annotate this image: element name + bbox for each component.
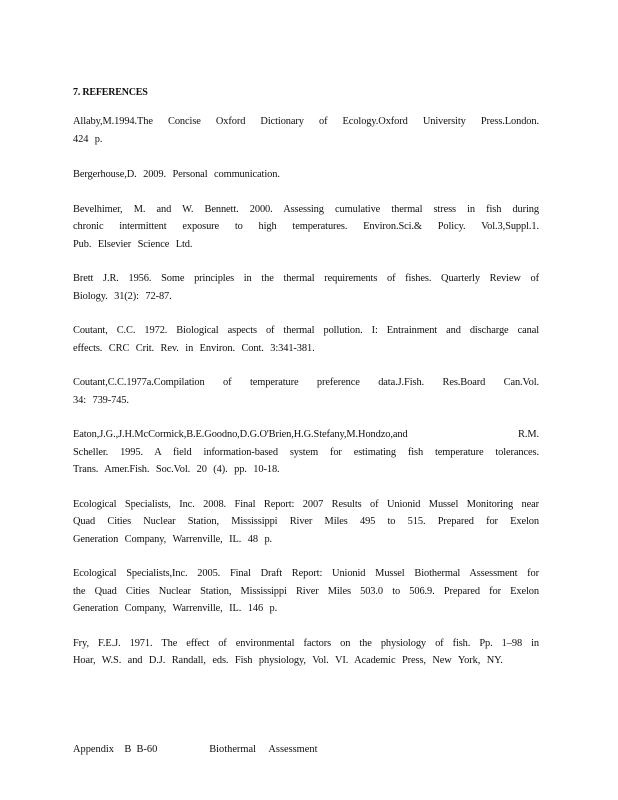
reference-line: Hoar, W.S. and D.J. Randall, eds. Fish physiology, Vol. VI. Academic Press, New York, NY. bbox=[73, 655, 503, 666]
section-heading: 7. REFERENCES bbox=[73, 87, 148, 98]
reference-line: 424 p. bbox=[73, 133, 103, 145]
reference-line: Eaton,J.G.,J.H.McCormick,B.E.Goodno,D.G.O'Brien,H.G.Stefany,M.Hondzo,and R.M. bbox=[73, 429, 539, 440]
reference-line: Ecological Specialists,Inc. 2005. Final Draft Report: Unionid Mussel Biothermal Assessment for bbox=[73, 568, 539, 579]
reference-line: Allaby,M.1994.The Concise Oxford Dictionary of Ecology.Oxford University Press.London. bbox=[73, 116, 539, 127]
reference-list bbox=[73, 113, 539, 670]
reference-entry bbox=[73, 374, 539, 409]
reference-line: Biology. 31(2): 72-87. bbox=[73, 290, 172, 302]
reference-entry bbox=[73, 166, 539, 184]
reference-line: Generation Company, Warrenville, IL. 146 p. bbox=[73, 603, 278, 614]
reference-line: Brett J.R. 1956. Some principles in the thermal requirements of fishes. Quarterly Review of bbox=[73, 273, 539, 284]
reference-entry bbox=[73, 565, 539, 618]
reference-line: 34: 739-745. bbox=[73, 394, 129, 406]
reference-entry bbox=[73, 113, 539, 148]
reference-line: Generation Company, Warrenville, IL. 48 p. bbox=[73, 533, 273, 545]
reference-line: Scheller. 1995. A field information-based system for estimating fish temperature tolerances. bbox=[73, 446, 539, 458]
reference-line: Ecological Specialists, Inc. 2008. Final Report: 2007 Results of Unionid Mussel Monitoring near bbox=[73, 498, 539, 510]
reference-entry bbox=[73, 322, 539, 357]
reference-line: Bergerhouse,D. 2009. Personal communication. bbox=[73, 169, 280, 180]
reference-entry bbox=[73, 426, 539, 479]
reference-line: Quad Cities Nuclear Station, Mississippi River Miles 495 to 515. Prepared for Exelon bbox=[73, 516, 539, 527]
reference-line: Pub. Elsevier Science Ltd. bbox=[73, 238, 193, 250]
reference-line: effects. CRC Crit. Rev. in Environ. Cont. 3:341-381. bbox=[73, 342, 315, 354]
reference-entry bbox=[73, 201, 539, 254]
reference-entry bbox=[73, 270, 539, 305]
reference-line: chronic intermittent exposure to high temperatures. Environ.Sci.& Policy. Vol.3,Suppl.1. bbox=[73, 221, 539, 232]
reference-line: Fry, F.E.J. 1971. The effect of environmental factors on the physiology of fish. Pp. 1–98 in bbox=[73, 637, 539, 649]
reference-entry bbox=[73, 496, 539, 549]
page-footer: Appendix B B-60 Biothermal Assessment bbox=[73, 744, 318, 755]
reference-line: Trans. Amer.Fish. Soc.Vol. 20 (4). pp. 10-18. bbox=[73, 464, 280, 475]
reference-line: Coutant,C.C.1977a.Compilation of temperature preference data.J.Fish. Res.Board Can.Vol. bbox=[73, 377, 539, 388]
reference-line: Coutant, C.C. 1972. Biological aspects of thermal pollution. I: Entrainment and discharge canal bbox=[73, 325, 539, 336]
reference-line: the Quad Cities Nuclear Station, Mississippi River Miles 503.0 to 506.9. Prepared for Exelon bbox=[73, 585, 539, 597]
reference-entry bbox=[73, 635, 539, 670]
reference-line: Bevelhimer, M. and W. Bennett. 2000. Assessing cumulative thermal stress in fish during bbox=[73, 203, 539, 215]
